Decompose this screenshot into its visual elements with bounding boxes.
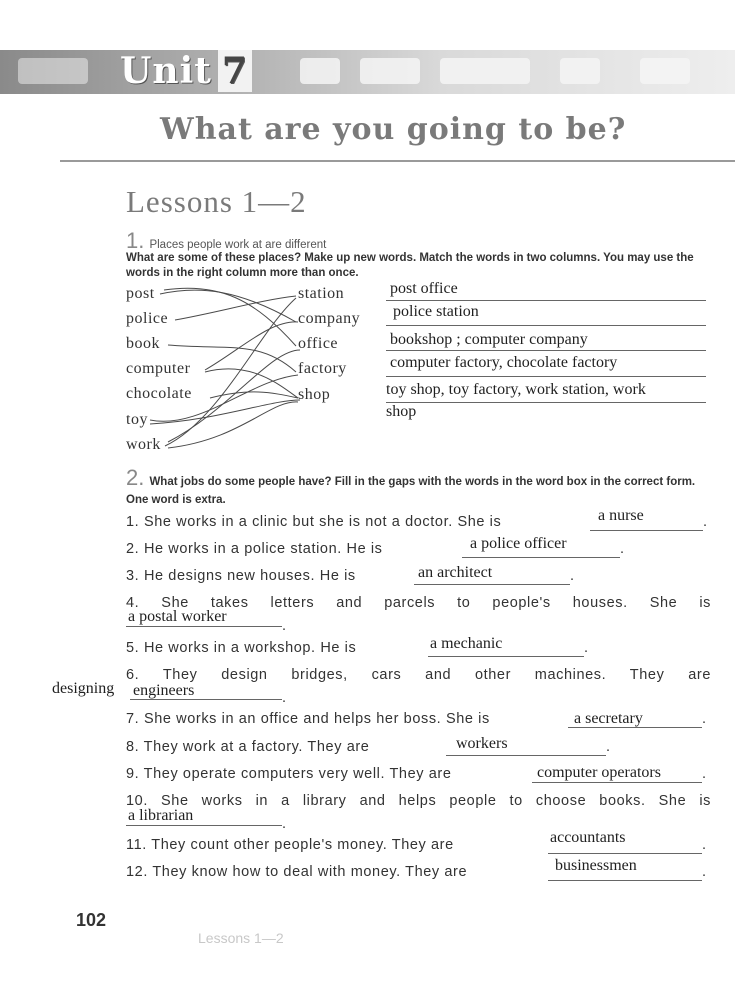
item-number: 7. [126, 711, 140, 727]
item-text: She works in a clinic but she is not a doctor. She is [143, 514, 502, 530]
left-word: toy [126, 411, 148, 428]
exercise-item [126, 568, 356, 584]
item-number: 1. [126, 514, 140, 530]
exercise-subtitle: Places people work at are different [149, 239, 327, 251]
fill-gap[interactable] [548, 853, 702, 854]
fill-gap[interactable] [462, 557, 620, 558]
handwritten-answer: a postal worker [128, 608, 227, 625]
left-word: post [126, 285, 155, 302]
handwritten-answer: computer operators [537, 764, 661, 781]
right-word: station [298, 285, 345, 302]
item-text: They operate computers very well. They are [143, 766, 452, 782]
handwritten-answer: a police officer [470, 535, 567, 552]
exercise-1-instructions: What are some of these places? Make up new words. Match the words in two columns. You may use the words in the right column more than once. [126, 252, 694, 279]
item-end: . [702, 711, 707, 727]
item-end: . [282, 690, 287, 706]
answer-line [386, 325, 706, 326]
chapter-title: What are you going to be? [160, 112, 627, 147]
item-end: . [570, 568, 575, 584]
right-word: office [298, 335, 339, 352]
handwritten-answer: shop [386, 403, 417, 420]
handwritten-answer: an architect [418, 564, 493, 581]
item-end: . [606, 739, 611, 755]
item-text: She takes letters and parcels to people's houses. She is [161, 595, 711, 611]
exercise-item [126, 793, 711, 809]
item-number: 4. [126, 595, 140, 611]
match-line [168, 402, 298, 448]
exercise-item [126, 514, 501, 530]
exercise-2-instructions: What jobs do some people have? Fill in the gaps with the words in the word box in the correct form. One word is extra. [126, 476, 696, 506]
item-end: . [702, 837, 707, 853]
right-word: shop [298, 386, 331, 403]
handwritten-answer: bookshop ; computer company [390, 331, 588, 348]
fill-gap[interactable] [428, 656, 584, 657]
exercise-number: 1. [126, 228, 145, 253]
answer-line [386, 350, 706, 351]
item-text: He works in a workshop. He is [143, 640, 357, 656]
exercise-2-heading [126, 465, 711, 508]
item-text: He designs new houses. He is [143, 568, 356, 584]
item-number: 12. [126, 864, 148, 880]
item-number: 11. [126, 837, 147, 853]
right-word: company [298, 310, 361, 327]
item-number: 8. [126, 739, 140, 755]
fill-gap[interactable] [126, 825, 282, 826]
left-word: work [126, 436, 161, 453]
item-end: . [702, 864, 707, 880]
match-line [164, 288, 296, 346]
item-end: . [584, 640, 589, 656]
item-text: They design bridges, cars and other machines. They are [162, 667, 711, 683]
fill-gap[interactable] [590, 530, 703, 531]
exercise-item [126, 864, 467, 880]
running-head: Lessons 1—2 [198, 930, 284, 946]
item-text: He works in a police station. He is [143, 541, 383, 557]
item-text: They count other people's money. They are [151, 837, 454, 853]
handwritten-answer: workers [456, 735, 508, 752]
item-end: . [282, 618, 287, 634]
item-end: . [282, 816, 287, 832]
item-text: She works in an office and helps her boss. She is [143, 711, 490, 727]
answer-line [386, 376, 706, 377]
left-word: police [126, 310, 169, 327]
item-number: 3. [126, 568, 140, 584]
answer-line [386, 300, 706, 301]
exercise-item [126, 837, 454, 853]
item-end: . [703, 514, 708, 530]
exercise-item [126, 541, 383, 557]
exercise-item [126, 667, 711, 683]
handwritten-answer: computer factory, chocolate factory [390, 354, 618, 371]
item-number: 6. [126, 667, 140, 683]
handwritten-answer: post office [390, 280, 458, 297]
fill-gap[interactable] [532, 782, 702, 783]
lesson-title: Lessons 1—2 [126, 184, 307, 219]
item-text: They know how to deal with money. They are [152, 864, 468, 880]
handwritten-answer: toy shop, toy factory, work station, work [386, 381, 646, 398]
left-word: chocolate [126, 385, 192, 402]
match-line [165, 298, 296, 446]
item-text: They work at a factory. They are [143, 739, 370, 755]
answer-line [386, 402, 706, 403]
handwritten-answer: a mechanic [430, 635, 503, 652]
handwritten-answer: engineers [133, 682, 195, 699]
unit-number: 7 [218, 50, 252, 92]
unit-label: Unit [120, 50, 212, 92]
fill-gap[interactable] [446, 755, 606, 756]
item-text: She works in a library and helps people to choose books. She is [161, 793, 711, 809]
handwritten-answer: police station [393, 303, 479, 320]
item-number: 9. [126, 766, 140, 782]
handwritten-answer: a secretary [574, 710, 643, 727]
match-line [168, 350, 300, 442]
match-line [205, 369, 298, 398]
left-word: computer [126, 360, 191, 377]
handwritten-answer: a nurse [598, 507, 644, 524]
exercise-item [126, 711, 490, 727]
item-number: 2. [126, 541, 140, 557]
item-end: . [620, 541, 625, 557]
item-number: 5. [126, 640, 140, 656]
handwritten-answer: accountants [550, 829, 626, 846]
exercise-item [126, 640, 356, 656]
handwritten-answer: a librarian [128, 807, 194, 824]
match-line [175, 296, 296, 320]
handwritten-answer: businessmen [555, 857, 637, 874]
page-number: 102 [76, 910, 107, 930]
fill-gap[interactable] [126, 626, 282, 627]
exercise-number: 2. [126, 465, 145, 490]
fill-gap[interactable] [548, 880, 702, 881]
right-word: factory [298, 360, 347, 377]
left-word: book [126, 335, 160, 352]
exercise-item [126, 739, 369, 755]
margin-note: designing [52, 680, 115, 697]
item-end: . [702, 766, 707, 782]
item-number: 10. [126, 793, 148, 809]
exercise-item [126, 766, 451, 782]
fill-gap[interactable] [414, 584, 570, 585]
